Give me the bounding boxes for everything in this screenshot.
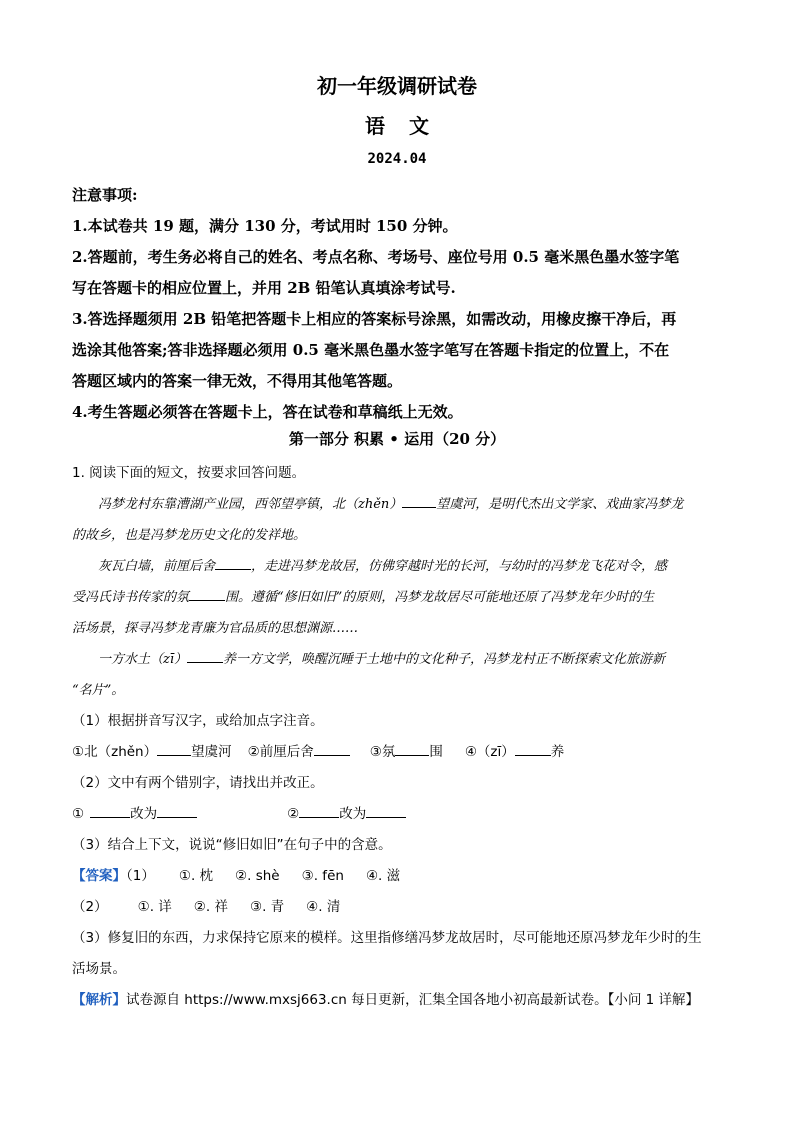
answer-line-2: （2） ①. 详 ②. 祥 ③. 青 ④. 清 [72,899,341,915]
fill-blank [299,804,339,819]
notes-line: 答题区域内的答案一律无效，不得用其他笔答题。 [72,372,403,390]
notes-line: 选涂其他答案;答非选择题必须用 0.5 毫米黑色墨水签字笔写在答题卡指定的位置上，不在 [72,341,670,359]
subject-title: 语文 [365,114,453,138]
passage-line: 的故乡，也是冯梦龙历史文化的发祥地。 [72,528,307,543]
analysis-text: 试卷源自 https://www.mxsj663.cn 每日更新，汇集全国各地小初高最新试卷。【小问 1 详解】 [126,992,700,1008]
notes-line: 写在答题卡的相应位置上，并用 2B 铅笔认真填涂考试号. [72,279,456,297]
question-stem: 1. 阅读下面的短文，按要求回答问题。 [72,465,306,481]
fill-blank [402,494,436,508]
fill-blank [314,742,350,757]
sub-question-2: （2）文中有两个错别字，请找出并改正。 [72,775,324,791]
notes-line: 2.答题前，考生务必将自己的姓名、考点名称、考场号、座位号用 0.5 毫米黑色墨水签字笔 [72,248,680,266]
passage-line: “名片”。 [72,683,125,698]
sub-question-3: （3）结合上下文，说说“修旧如旧”在句子中的含意。 [72,837,392,853]
sub-question-2-items: ① 改为 ② 改为 [72,799,722,830]
fill-blank [187,649,223,663]
exam-title: 初一年级调研试卷 [317,74,477,98]
passage-line: 灰瓦白墙，前厘后舍 ，走进冯梦龙故居，仿佛穿越时光的长河，与幼时的冯梦龙飞花对令，感 [72,551,722,582]
analysis-line [72,985,722,1016]
passage-line: 活场景，探寻冯梦龙青廉为官品质的思想渊源…… [72,621,359,636]
answer-line-1: 【答案】（1） ①. 枕 ②. shè ③. fēn ④. 滋 [72,868,401,884]
fill-blank [189,587,225,601]
notes-section [72,180,722,428]
answer-tag: 【答案】 [72,868,126,884]
part-one-title: 第一部分 积累 • 运用（20 分） [288,430,506,448]
analysis-tag: 【解析】 [72,992,126,1008]
fill-blank [366,804,406,819]
exam-date: 2024.04 [367,151,427,167]
fill-blank [515,742,551,757]
fill-blank [157,804,197,819]
notes-line: 1.本试卷共 19 题，满分 130 分，考试用时 150 分钟。 [72,217,458,235]
passage-line: 受冯氏诗书传家的氛 围。遵循“修旧如旧”的原则，冯梦龙故居尽可能地还原了冯梦龙年少时的生 [72,582,722,613]
answer-line-3: （3）修复旧的东西，力求保持它原来的模样。这里指修缮冯梦龙故居时，尽可能地还原冯梦龙年少时的生 [72,930,702,946]
fill-blank [157,742,191,757]
question-1 [72,458,722,1016]
answer-line-4: 活场景。 [72,961,126,977]
notes-line: 3.答选择题须用 2B 铅笔把答题卡上相应的答案标号涂黑，如需改动，用橡皮擦干净后，再 [72,310,677,328]
sub-question-1-items: ①北（zhěn） 望虞河 ②前厘后舍 ③氛 围 ④（zī） 养 [72,737,722,768]
passage-line: 一方水土（zī） 养一方文学，唤醒沉睡于土地中的文化种子，冯梦龙村正不断探索文化旅游新 [72,644,722,675]
notes-line: 4.考生答题必须答在答题卡上，答在试卷和草稿纸上无效。 [72,403,463,421]
notes-heading: 注意事项: [72,186,138,204]
fill-blank [215,556,251,570]
fill-blank [90,804,130,819]
sub-question-1: （1）根据拼音写汉字，或给加点字注音。 [72,713,324,729]
passage-line: 冯梦龙村东靠漕湖产业园，西邻望亭镇，北（zhěn） 望虞河，是明代杰出文学家、戏曲家冯梦龙 [72,489,722,520]
fill-blank [395,742,429,757]
